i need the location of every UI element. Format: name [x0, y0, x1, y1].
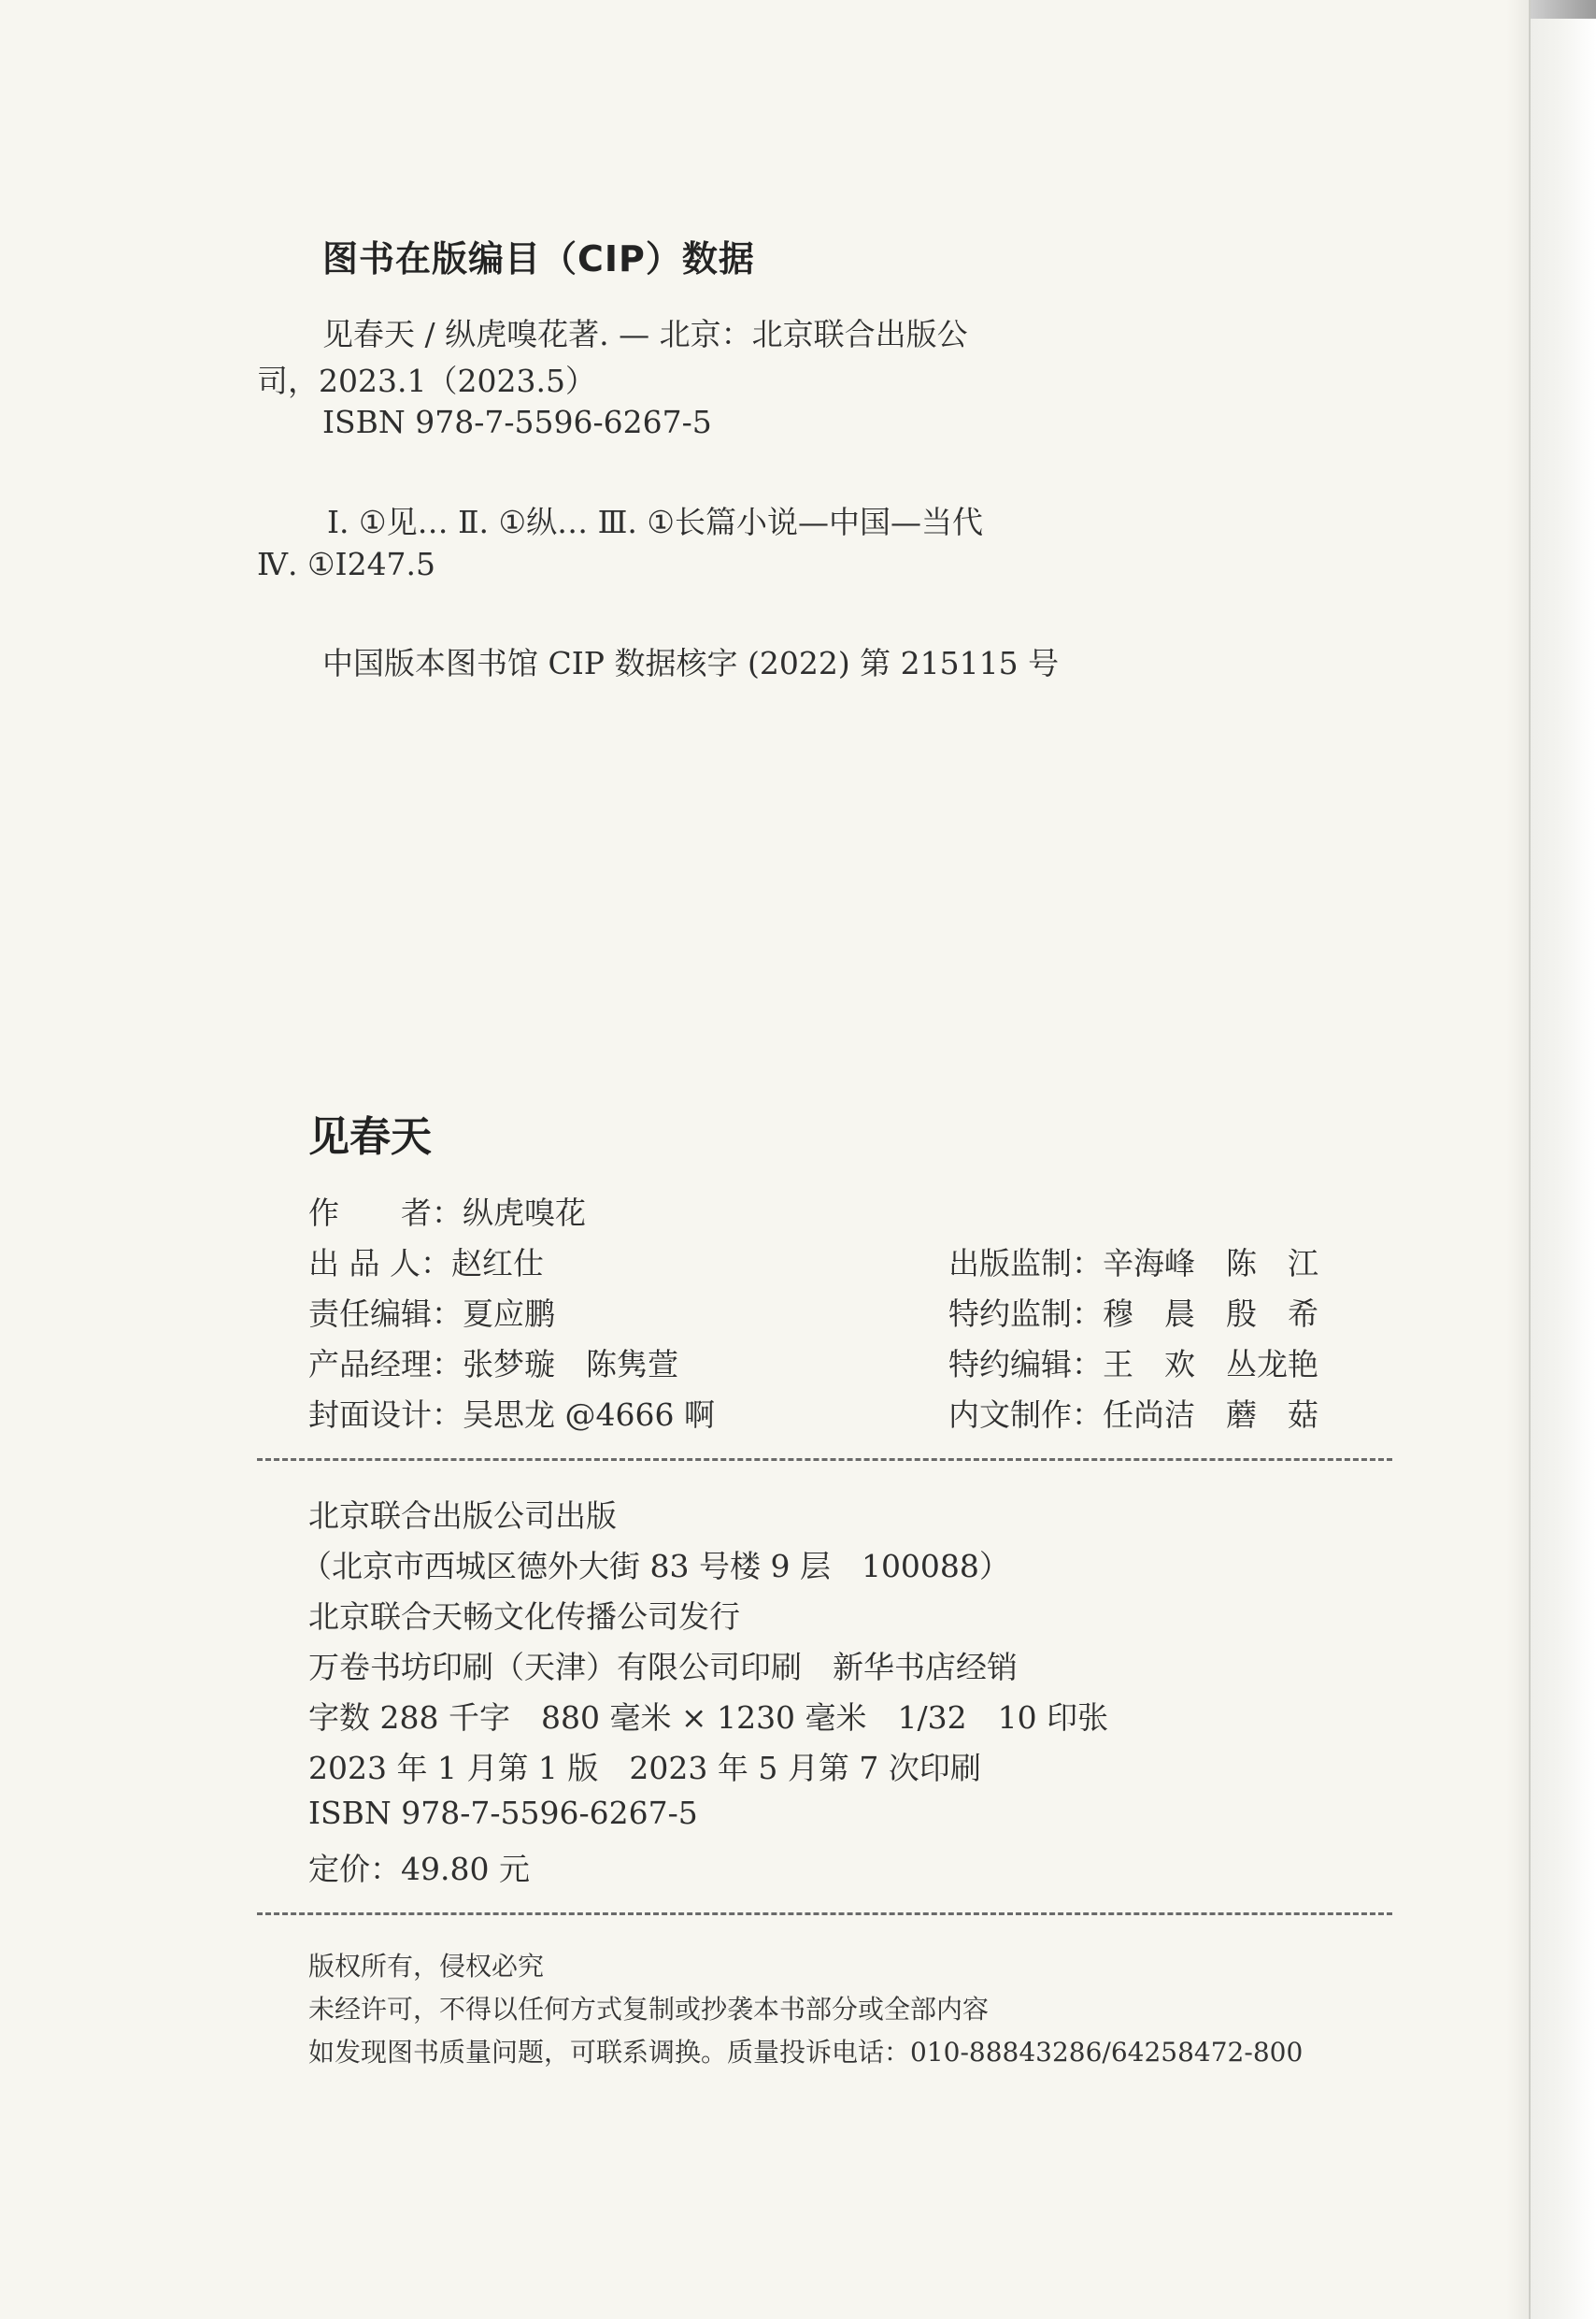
- cip-line-2: 司，2023.1（2023.5）: [257, 363, 596, 399]
- credit-special-editor: [948, 1340, 1318, 1384]
- credit-typesetting: [948, 1391, 1318, 1435]
- price-line: 定价：49.80 元: [308, 1851, 530, 1887]
- cip-class-line-1: Ⅰ. ①见… Ⅱ. ①纵… Ⅲ. ①长篇小说—中国—当代: [327, 504, 983, 540]
- credit-editor: [308, 1290, 555, 1334]
- credit-label: 作 者：: [308, 1195, 463, 1231]
- dashed-divider: [257, 1458, 1392, 1461]
- credit-value: 吴思龙 @4666 啊: [463, 1396, 715, 1433]
- corner-mark: [1531, 0, 1596, 19]
- credit-label: 内文制作：: [948, 1396, 1103, 1433]
- cip-line-1: 见春天 / 纵虎嗅花著. — 北京：北京联合出版公: [322, 316, 968, 352]
- publisher-line: 北京联合出版公司出版: [308, 1497, 617, 1534]
- copyright-notice: 版权所有，侵权必究: [308, 1951, 545, 1982]
- book-title: 见春天: [308, 1113, 432, 1161]
- format-line: 字数 288 千字 880 毫米 × 1230 毫米 1/32 10 印张: [308, 1699, 1109, 1736]
- isbn-line: ISBN 978-7-5596-6267-5: [308, 1795, 698, 1831]
- credit-author: [308, 1189, 586, 1233]
- credit-publishing-supervisor: [948, 1239, 1318, 1283]
- quality-complaint-notice: 如发现图书质量问题，可联系调换。质量投诉电话：010-88843286/64258472-800: [308, 2037, 1304, 2068]
- credit-value: 赵红仕: [450, 1245, 544, 1281]
- credit-cover-design: [308, 1391, 715, 1435]
- edition-line: 2023 年 1 月第 1 版 2023 年 5 月第 7 次印刷: [308, 1750, 981, 1786]
- dashed-divider: [257, 1912, 1392, 1915]
- credit-label: 出 品 人：: [308, 1245, 451, 1281]
- cip-class-line-2: Ⅳ. ①I247.5: [257, 546, 436, 582]
- credit-label: 封面设计：: [308, 1396, 463, 1433]
- credit-special-supervisor: [948, 1290, 1318, 1334]
- credit-label: 出版监制：: [948, 1245, 1103, 1281]
- reproduction-notice: 未经许可，不得以任何方式复制或抄袭本书部分或全部内容: [308, 1994, 990, 2025]
- publisher-address: （北京市西城区德外大街 83 号楼 9 层 100088）: [301, 1548, 1010, 1584]
- credit-label: 特约监制：: [948, 1295, 1103, 1332]
- credit-value: 夏应鹏: [463, 1295, 555, 1332]
- cip-record: 中国版本图书馆 CIP 数据核字 (2022) 第 215115 号: [322, 645, 1060, 681]
- credit-label: 特约编辑：: [948, 1346, 1103, 1382]
- credit-label: 责任编辑：: [308, 1295, 463, 1332]
- credit-value: 辛海峰 陈 江: [1103, 1245, 1318, 1281]
- distributor-line: 北京联合天畅文化传播公司发行: [308, 1598, 740, 1635]
- credit-product-manager: [308, 1340, 678, 1384]
- credit-value: 王 欢 丛龙艳: [1103, 1346, 1318, 1382]
- credit-value: 穆 晨 殷 希: [1103, 1295, 1318, 1332]
- credit-label: 产品经理：: [308, 1346, 463, 1382]
- page-edge: [1529, 0, 1596, 2319]
- cip-heading: 图书在版编目（CIP）数据: [322, 238, 755, 279]
- printer-line: 万卷书坊印刷（天津）有限公司印刷 新华书店经销: [308, 1649, 1018, 1685]
- credit-value: 张梦璇 陈隽萱: [463, 1346, 678, 1382]
- credit-value: 任尚洁 蘑 菇: [1103, 1396, 1318, 1433]
- cip-isbn: ISBN 978-7-5596-6267-5: [322, 404, 712, 440]
- credit-value: 纵虎嗅花: [463, 1195, 586, 1231]
- credit-producer: [308, 1239, 544, 1283]
